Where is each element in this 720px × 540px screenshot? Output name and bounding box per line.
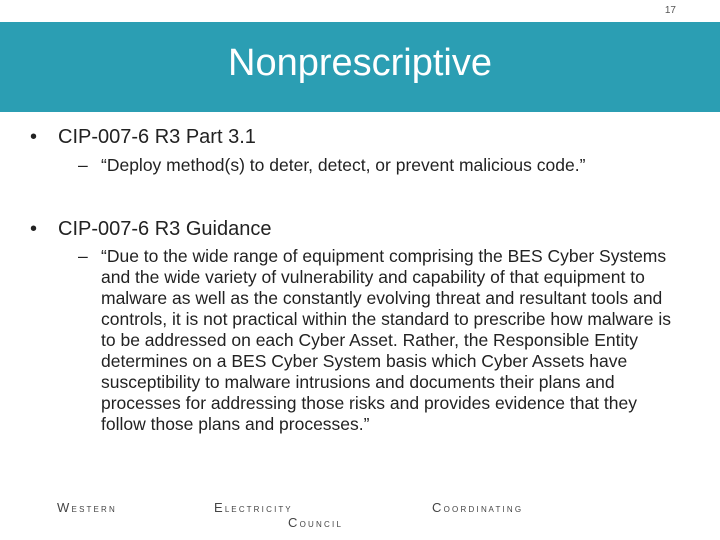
bullet-label: CIP-007-6 R3 Part 3.1 <box>58 126 256 148</box>
sub-bullet-text: “Deploy method(s) to deter, detect, or prevent malicious code.” <box>101 155 586 175</box>
slide-number: 17 <box>664 5 676 16</box>
footer-word: C O U N C I L <box>288 515 341 530</box>
footer-word: W E S T E R N <box>57 500 115 515</box>
sub-bullet-text: “Due to the wide range of equipment comprising the BES Cyber Systems and the wide variety of vulnerability and capability of that equipment to malware as well as the constantly evolving threat and resultant tools and controls, it is not practical within the standard to prescribe how malware is to be addressed on each Cyber Asset. Rather, the Responsible Entity determines on a BES Cyber System basis which Cyber Assets have susceptibility to malware intrusions and documents their plans and processes for addressing those risks and provides evidence that they follow those plans and processes.” <box>101 246 671 434</box>
footer-word: C O O R D I N A T I N G <box>432 500 522 515</box>
footer-wecc <box>0 500 720 536</box>
bullet-item <box>30 217 271 241</box>
sub-bullet-item <box>78 246 678 435</box>
bullet-dot-icon: • <box>30 126 38 148</box>
bullet-item <box>30 125 256 149</box>
bullet-label: CIP-007-6 R3 Guidance <box>58 218 272 240</box>
sub-bullet-item <box>78 155 698 176</box>
dash-icon: – <box>78 246 88 266</box>
footer-word: E L E C T R I C I T Y <box>214 500 291 515</box>
bullet-dot-icon: • <box>30 218 38 240</box>
slide-title: Nonprescriptive <box>228 42 492 84</box>
dash-icon: – <box>78 155 88 175</box>
